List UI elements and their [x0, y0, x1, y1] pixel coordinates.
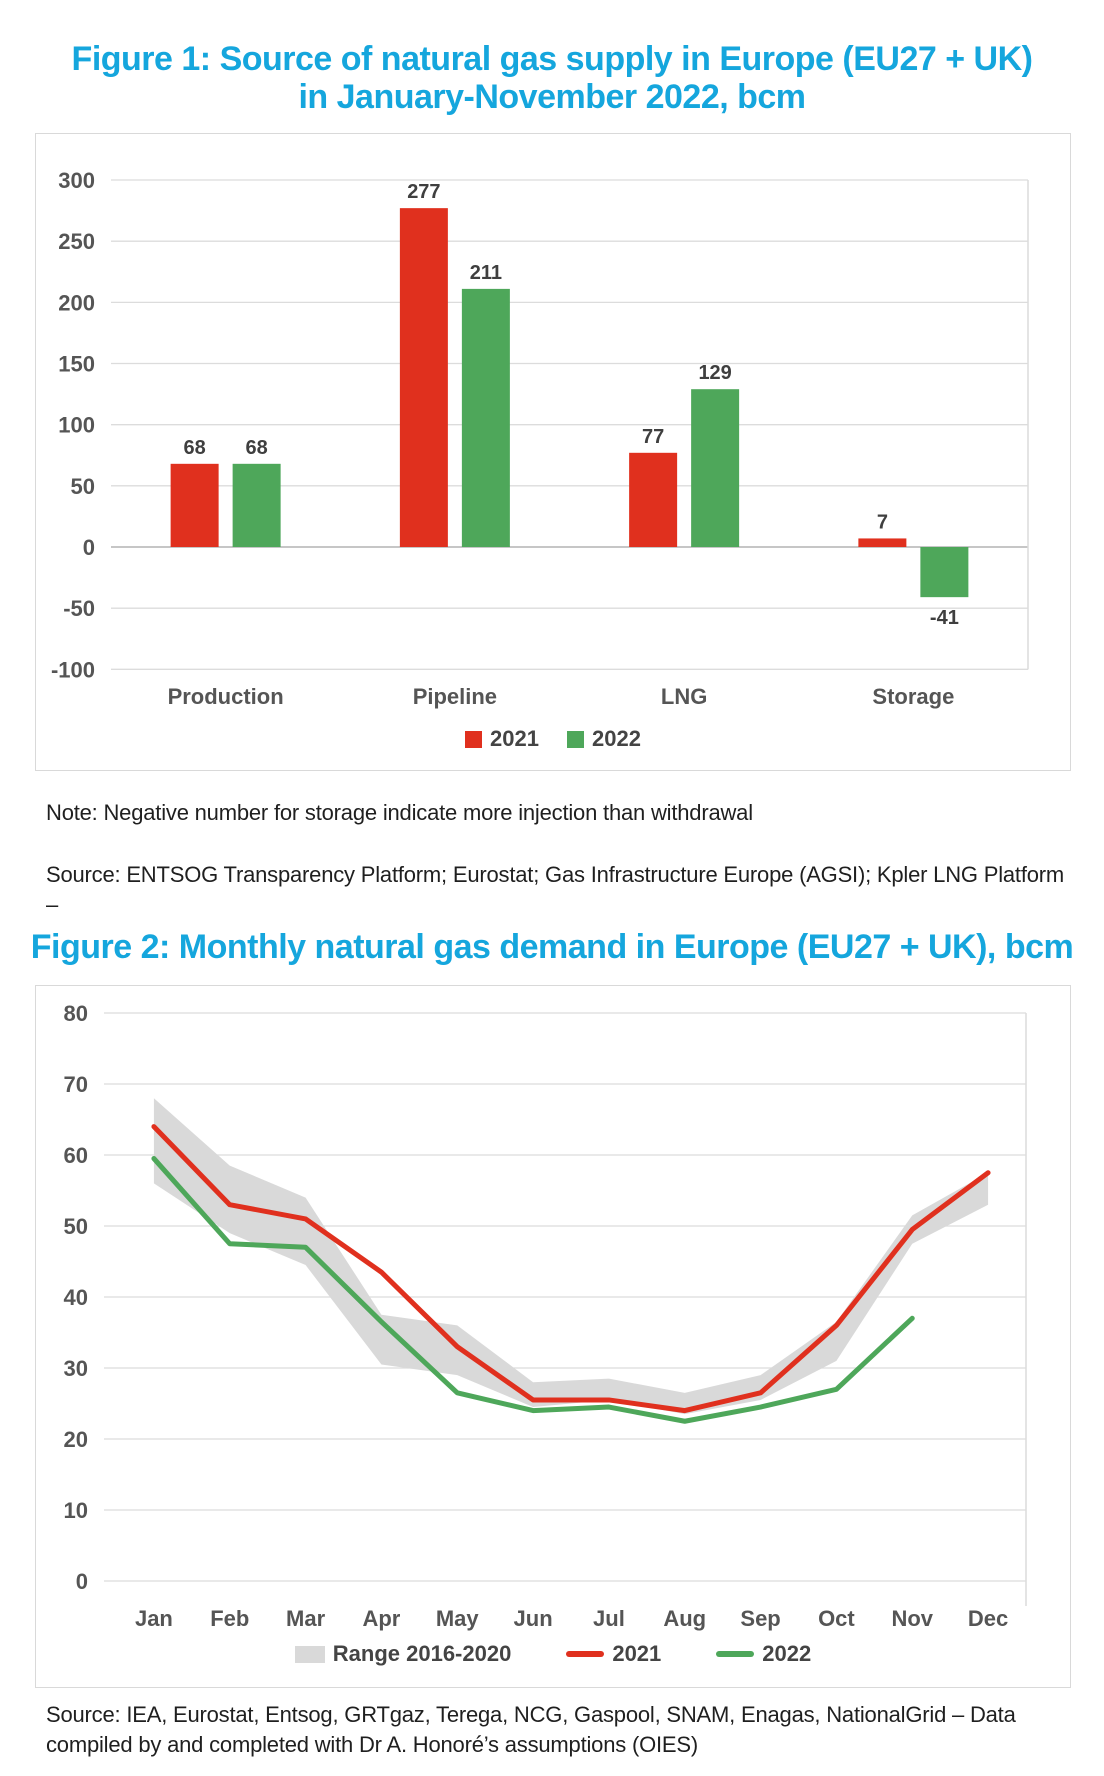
bar-value-label: 129: [698, 362, 732, 385]
x-month-label: Mar: [286, 1606, 326, 1631]
legend-label-2021: 2021: [490, 726, 539, 751]
x-category-label: Storage: [872, 684, 955, 709]
x-month-label: Aug: [663, 1606, 707, 1631]
y-tick-label: 50: [63, 1214, 88, 1239]
y-tick-label: 40: [63, 1285, 88, 1310]
x-month-label: Sep: [740, 1606, 781, 1631]
figure2-source-line1: Source: IEA, Eurostat, Entsog, GRTgaz, Terega, NCG, Gaspool, SNAM, Enagas, NationalGrid – Data: [46, 1702, 1016, 1727]
figure1-note: Note: Negative number for storage indicate more injection than withdrawal: [46, 800, 753, 825]
bar-2021-lng: [629, 453, 677, 547]
x-month-label: Apr: [362, 1606, 401, 1631]
figure1-legend-item-2022: [567, 726, 641, 752]
bar-2022-storage: [920, 547, 968, 597]
figure2-legend-item-2022: [716, 1641, 811, 1667]
figure2-chart-box: [35, 985, 1071, 1688]
figure2-legend-item-range: [295, 1641, 512, 1667]
bar-value-label: 211: [469, 261, 503, 284]
legend-label-2022: 2022: [762, 1641, 812, 1666]
x-month-label: Jan: [134, 1606, 173, 1631]
y-tick-label: 80: [63, 1001, 88, 1026]
bar-2022-lng: [691, 389, 739, 547]
y-tick-label: 10: [63, 1498, 88, 1523]
legend-line-swatch-2022: [716, 1651, 754, 1657]
y-tick-label: 50: [70, 473, 95, 499]
y-tick-label: 150: [58, 351, 95, 377]
y-tick-label: -100: [50, 657, 95, 683]
y-tick-label: 0: [75, 1569, 88, 1594]
y-tick-label: 300: [58, 168, 95, 194]
figure2-title: Figure 2: Monthly natural gas demand in Europe (EU27 + UK), bcm: [30, 928, 1074, 966]
y-tick-label: 200: [58, 290, 95, 316]
figure2-source: [46, 1700, 1066, 1760]
y-tick-label: 250: [58, 229, 95, 255]
legend-swatch-2022: [567, 731, 584, 748]
y-tick-label: 0: [82, 535, 95, 560]
figure1-legend: [36, 726, 1070, 752]
figure1-title-line1: Figure 1: Source of natural gas supply in Europe (EU27 + UK): [71, 40, 1033, 78]
x-month-label: Jul: [593, 1606, 625, 1631]
y-tick-label: 60: [63, 1143, 88, 1168]
x-category-label: Pipeline: [412, 684, 498, 709]
legend-label-range: Range 2016-2020: [332, 1641, 512, 1666]
legend-label-2021: 2021: [612, 1641, 662, 1666]
x-category-label: Production: [167, 684, 284, 709]
y-tick-label: -50: [63, 596, 95, 622]
bar-value-label: 77: [642, 425, 665, 448]
bar-2022-pipeline: [462, 289, 510, 547]
bar-2022-production: [233, 464, 281, 547]
figure1-chart-box: [35, 133, 1071, 771]
figure1-title: [0, 40, 1104, 116]
bar-value-label: 7: [876, 511, 888, 534]
y-tick-label: 70: [63, 1072, 88, 1097]
figure2-source-line2: compiled by and completed with Dr A. Honoré’s assumptions (OIES): [46, 1732, 698, 1757]
x-month-label: Feb: [210, 1606, 250, 1631]
figure2-line-chart: [36, 986, 1068, 1636]
y-tick-label: 20: [63, 1427, 88, 1452]
y-tick-label: 100: [58, 412, 95, 438]
figure1-legend-item-2021: [465, 726, 539, 752]
y-tick-label: 30: [63, 1356, 88, 1381]
x-category-label: LNG: [660, 684, 708, 709]
bar-2021-production: [171, 464, 219, 547]
legend-label-2022: 2022: [592, 726, 641, 751]
x-month-label: May: [435, 1606, 479, 1631]
x-month-label: Nov: [891, 1606, 934, 1631]
bar-value-label: -41: [929, 607, 959, 630]
legend-swatch-range: [295, 1646, 325, 1663]
x-month-label: Jun: [513, 1606, 553, 1631]
legend-line-swatch-2021: [566, 1651, 604, 1657]
figure1-bar-chart: [36, 134, 1068, 768]
bar-value-label: 277: [407, 181, 441, 204]
figure1-source: Source: ENTSOG Transparency Platform; Eurostat; Gas Infrastructure Europe (AGSI); Kpler LNG Platform –: [46, 862, 1065, 917]
legend-swatch-2021: [465, 731, 482, 748]
x-month-label: Oct: [818, 1606, 855, 1631]
bar-2021-pipeline: [400, 208, 448, 547]
figure2-legend: [36, 1641, 1070, 1667]
x-month-label: Dec: [967, 1606, 1009, 1631]
bar-value-label: 68: [245, 436, 268, 459]
figure2-legend-item-2021: [566, 1641, 661, 1667]
bar-2021-storage: [858, 538, 906, 547]
bar-value-label: 68: [183, 436, 206, 459]
figure1-title-line2: in January-November 2022, bcm: [298, 78, 806, 116]
